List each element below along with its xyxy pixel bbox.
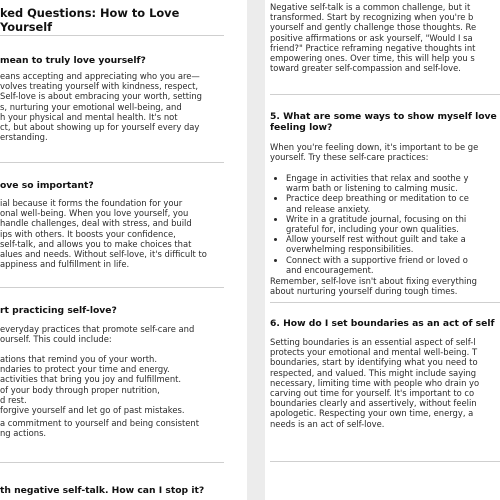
divider	[0, 35, 224, 36]
divider	[0, 162, 224, 163]
list-item: d rest.	[0, 394, 27, 405]
text-line: Negative self-talk is a common challenge, but it	[270, 2, 471, 12]
answer-3-intro	[0, 324, 234, 344]
text-line: • Engage in activities that relax and soothe y	[286, 173, 469, 183]
list-item: ndaries to protect your time and energy.	[0, 364, 170, 375]
question-heading-2: ove so important?	[0, 180, 94, 191]
page-gutter	[247, 0, 265, 500]
text-line: boundaries clearly and assertively, without feelin	[270, 398, 477, 409]
text-line: eans accepting and appreciating who you are—	[0, 71, 200, 81]
text-line: apologetic. Respecting your own time, energy, a	[270, 408, 474, 419]
text-line: empowering ones. Over time, this will help you s	[270, 53, 475, 64]
list-item	[286, 234, 500, 254]
text-line: carving out time for yourself. It's important to co	[270, 388, 475, 399]
text-line: • Connect with a supportive friend or loved o	[286, 254, 468, 265]
left-page	[0, 0, 234, 500]
list-item	[286, 173, 500, 193]
heading-line: 5. What are some ways to show myself love	[270, 111, 497, 122]
text-line: h your physical and mental health. It's not	[0, 111, 178, 122]
self-care-list	[270, 173, 500, 275]
divider	[270, 302, 500, 303]
text-line: When you're feeling down, it's important to be ge	[270, 142, 479, 152]
heading-line: feeling low?	[270, 122, 333, 133]
question-heading-5	[270, 111, 497, 133]
text-line: overwhelming responsibilities.	[286, 244, 414, 255]
list-item	[286, 214, 500, 234]
list-item: of your body through proper nutrition,	[0, 384, 160, 395]
list-item: activities that bring you joy and fulfillment.	[0, 374, 182, 385]
answer-2	[0, 198, 234, 269]
text-line: ips with others. It boosts your confidence,	[0, 228, 176, 239]
list-item: ations that remind you of your worth.	[0, 354, 158, 364]
text-line: ial because it forms the foundation for your	[0, 198, 183, 208]
right-page	[270, 0, 500, 500]
text-line: grateful for, including your own qualities.	[286, 224, 459, 235]
divider	[0, 462, 224, 463]
question-heading-4: th negative self-talk. How can I stop it?	[0, 485, 205, 496]
text-line: about nurturing yourself during tough times.	[270, 286, 458, 297]
answer-6	[270, 337, 500, 429]
text-line: self-talk, and allows you to make choices that	[0, 238, 192, 249]
text-line: a commitment to yourself and being consistent	[0, 418, 199, 428]
text-line: Setting boundaries is an essential aspect of self-l	[270, 337, 476, 347]
text-line: • Allow yourself rest without guilt and take a	[286, 234, 466, 245]
text-line: onal well-being. When you love yourself, you	[0, 208, 189, 219]
text-line: Remember, self-love isn't about fixing everything	[270, 276, 477, 286]
list-item	[286, 193, 500, 213]
text-line: yourself and gently challenge those thoughts. Re	[270, 22, 477, 33]
text-line: needs is an act of self-love.	[270, 418, 385, 429]
text-line: warm bath or listening to calming music.	[286, 183, 458, 194]
text-line: positive affirmations or ask yourself, "Would I sa	[270, 32, 473, 43]
answer-3-outro	[0, 418, 234, 438]
text-line: volves treating yourself with kindness, respect,	[0, 81, 199, 92]
answer-3-list	[0, 354, 234, 415]
text-line: protects your emotional and mental well-being. T	[270, 347, 478, 358]
divider	[270, 461, 500, 462]
text-line: s, nurturing your emotional well-being, and	[0, 101, 182, 112]
text-line: necessary, limiting time with people who drain yo	[270, 377, 480, 388]
text-line: alues and needs. Without self-love, it's difficult to	[0, 249, 207, 260]
text-line: appiness and fulfillment in life.	[0, 259, 130, 270]
text-line: boundaries, start by identifying what you need to	[270, 357, 478, 368]
text-line: ng actions.	[0, 428, 47, 439]
text-line: and release anxiety.	[286, 203, 371, 214]
text-line: • Practice deep breathing or meditation to ce	[286, 193, 469, 204]
text-line: • Write in a gratitude journal, focusing on thi	[286, 213, 467, 224]
text-line: handle challenges, deal with stress, and build	[0, 218, 192, 229]
answer-5-outro	[270, 276, 500, 296]
list-item	[286, 255, 500, 275]
answer-5-intro	[270, 142, 500, 162]
question-heading-3: rt practicing self-love?	[0, 305, 117, 316]
text-line: Self-love is about embracing your worth, setting	[0, 91, 202, 102]
text-line: respected, and valued. This might include saying	[270, 367, 477, 378]
text-line: and encouragement.	[286, 264, 374, 275]
text-line: ct, but about showing up for yourself every day	[0, 122, 200, 133]
text-line: ourself. This could include:	[0, 334, 112, 345]
answer-1	[0, 71, 234, 142]
text-line: transformed. Start by recognizing when you're b	[270, 12, 474, 23]
list-item: forgive yourself and let go of past mistakes.	[0, 405, 185, 416]
answer-4	[270, 2, 500, 73]
text-line: friend?" Practice reframing negative thoughts int	[270, 42, 476, 53]
text-line: yourself. Try these self-care practices:	[270, 152, 429, 163]
page-title: ked Questions: How to Love Yourself	[0, 6, 180, 34]
text-line: everyday practices that promote self-care and	[0, 324, 195, 334]
text-line: toward greater self-compassion and self-love.	[270, 63, 461, 74]
question-heading-6: 6. How do I set boundaries as an act of self	[270, 318, 495, 329]
divider	[270, 94, 500, 95]
divider	[0, 287, 224, 288]
text-line: erstanding.	[0, 132, 48, 143]
question-heading-1: mean to truly love yourself?	[0, 55, 146, 66]
